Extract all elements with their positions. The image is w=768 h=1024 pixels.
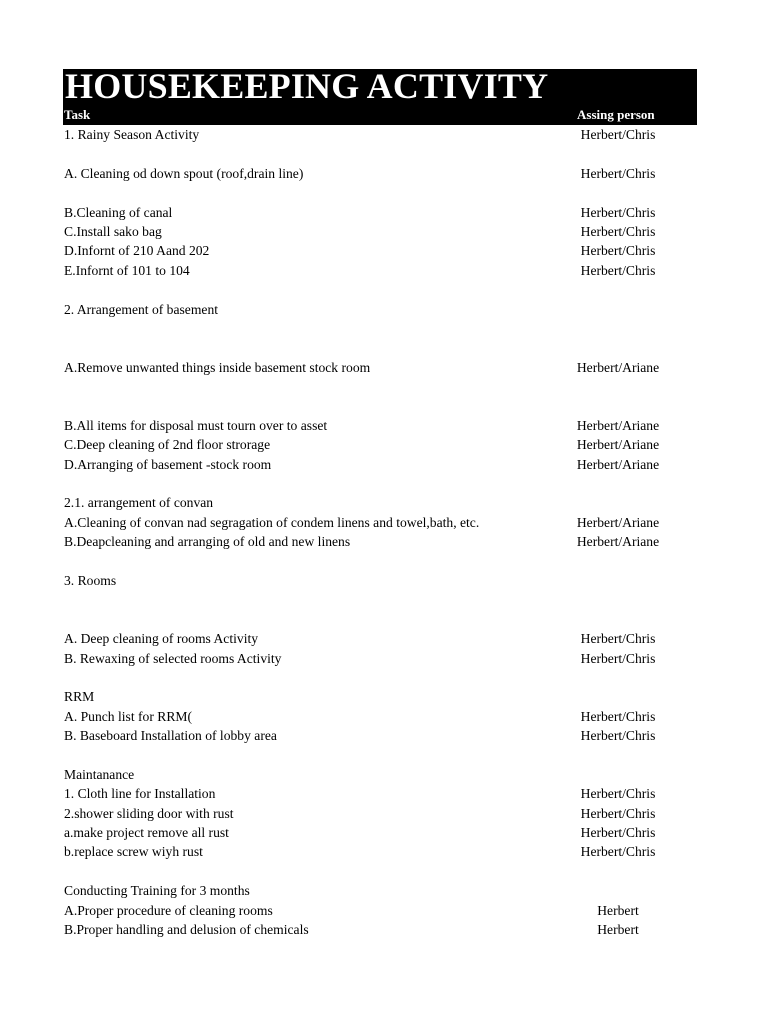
assigned-person-cell: Herbert/Ariane bbox=[576, 417, 660, 433]
table-row bbox=[63, 261, 697, 280]
assigned-person-cell: Herbert bbox=[597, 902, 639, 918]
assigned-person-cell: Herbert/Ariane bbox=[576, 437, 660, 453]
assigned-person-cell: Herbert/Chris bbox=[580, 650, 656, 666]
table-row bbox=[63, 125, 697, 144]
assigned-person-cell: Herbert/Chris bbox=[580, 728, 656, 744]
assigned-person-cell: Herbert/Chris bbox=[580, 805, 656, 821]
table-row bbox=[63, 784, 697, 803]
assigned-person-cell: Herbert/Chris bbox=[580, 223, 656, 239]
table-row bbox=[63, 726, 697, 745]
activity-sheet bbox=[63, 66, 697, 939]
table-row bbox=[63, 493, 697, 512]
assigned-person-cell: Herbert/Chris bbox=[580, 786, 656, 802]
table-row bbox=[63, 920, 697, 939]
table-row bbox=[63, 842, 697, 861]
task-cell: RRM bbox=[64, 689, 95, 705]
page-title: HOUSEKEEPING ACTIVITY bbox=[65, 66, 549, 106]
task-cell: A. Deep cleaning of rooms Activity bbox=[64, 631, 259, 647]
table-row bbox=[63, 203, 697, 222]
table-row bbox=[63, 319, 697, 338]
task-cell: C.Deep cleaning of 2nd floor strorage bbox=[64, 437, 271, 453]
table-row bbox=[63, 804, 697, 823]
table-row bbox=[63, 590, 697, 609]
table-row bbox=[63, 901, 697, 920]
task-cell: A.Cleaning of convan nad segragation of condem linens and towel,bath, etc. bbox=[64, 514, 480, 530]
assigned-person-cell: Herbert/Ariane bbox=[576, 514, 660, 530]
task-cell: B.Deapcleaning and arranging of old and new linens bbox=[64, 534, 351, 550]
table-row bbox=[63, 338, 697, 357]
table-row bbox=[63, 571, 697, 590]
table-row bbox=[63, 474, 697, 493]
task-list bbox=[63, 125, 697, 939]
assigned-person-cell: Herbert/Chris bbox=[580, 825, 656, 841]
task-cell: Maintanance bbox=[64, 766, 135, 782]
sheet-header bbox=[63, 66, 697, 125]
assigned-person-cell: Herbert/Chris bbox=[580, 165, 656, 181]
task-cell: B. Baseboard Installation of lobby area bbox=[64, 728, 277, 744]
task-cell: A.Remove unwanted things inside basement stock room bbox=[64, 359, 371, 375]
assigned-person-cell: Herbert/Chris bbox=[580, 204, 656, 220]
table-row bbox=[63, 862, 697, 881]
table-row bbox=[63, 183, 697, 202]
task-cell: 2.shower sliding door with rust bbox=[64, 805, 234, 821]
table-row bbox=[63, 513, 697, 532]
task-cell: B.Cleaning of canal bbox=[64, 204, 173, 220]
table-row bbox=[63, 280, 697, 299]
assigned-person-cell: Herbert/Ariane bbox=[576, 359, 660, 375]
task-cell: B.Proper handling and delusion of chemicals bbox=[64, 922, 309, 938]
assigned-person-cell: Herbert/Chris bbox=[580, 631, 656, 647]
assigned-person-cell: Herbert/Ariane bbox=[576, 456, 660, 472]
table-row bbox=[63, 532, 697, 551]
table-row bbox=[63, 300, 697, 319]
table-row bbox=[63, 455, 697, 474]
table-row bbox=[63, 629, 697, 648]
table-row bbox=[63, 144, 697, 163]
assigned-person-cell: Herbert bbox=[597, 922, 639, 938]
assigned-person-cell: Herbert/Chris bbox=[580, 844, 656, 860]
task-cell: C.Install sako bag bbox=[64, 223, 162, 239]
task-cell: 2. Arrangement of basement bbox=[64, 301, 219, 317]
table-row bbox=[63, 241, 697, 260]
table-row bbox=[63, 416, 697, 435]
table-row bbox=[63, 707, 697, 726]
task-cell: B.All items for disposal must tourn over to asset bbox=[64, 417, 328, 433]
table-row bbox=[63, 396, 697, 415]
table-row bbox=[63, 435, 697, 454]
task-cell: b.replace screw wiyh rust bbox=[64, 844, 203, 860]
column-header-assigned-person: Assing person bbox=[577, 107, 655, 122]
table-row bbox=[63, 610, 697, 629]
table-row bbox=[63, 687, 697, 706]
assigned-person-cell: Herbert/Ariane bbox=[576, 534, 660, 550]
assigned-person-cell: Herbert/Chris bbox=[580, 708, 656, 724]
table-row bbox=[63, 222, 697, 241]
task-cell: B. Rewaxing of selected rooms Activity bbox=[64, 650, 282, 666]
task-cell: A. Cleaning od down spout (roof,drain line) bbox=[64, 165, 304, 181]
column-header-task: Task bbox=[64, 107, 91, 122]
assigned-person-cell: Herbert/Chris bbox=[580, 127, 656, 142]
task-cell: A. Punch list for RRM( bbox=[64, 708, 193, 724]
table-row bbox=[63, 746, 697, 765]
table-row bbox=[63, 377, 697, 396]
table-row bbox=[63, 668, 697, 687]
table-row bbox=[63, 881, 697, 900]
table-row bbox=[63, 358, 697, 377]
task-cell: 3. Rooms bbox=[64, 572, 117, 588]
table-row bbox=[63, 823, 697, 842]
table-row bbox=[63, 649, 697, 668]
table-row bbox=[63, 552, 697, 571]
assigned-person-cell: Herbert/Chris bbox=[580, 262, 656, 278]
task-cell: Conducting Training for 3 months bbox=[64, 883, 250, 899]
table-row bbox=[63, 765, 697, 784]
assigned-person-cell: Herbert/Chris bbox=[580, 243, 656, 259]
task-cell: 1. Cloth line for Installation bbox=[64, 786, 216, 802]
task-cell: D.Infornt of 210 Aand 202 bbox=[64, 243, 210, 259]
task-cell: E.Infornt of 101 to 104 bbox=[64, 262, 190, 278]
task-cell: 2.1. arrangement of convan bbox=[64, 495, 214, 511]
task-cell: A.Proper procedure of cleaning rooms bbox=[64, 902, 273, 918]
task-cell: a.make project remove all rust bbox=[64, 825, 229, 841]
task-cell: 1. Rainy Season Activity bbox=[64, 127, 200, 142]
table-row bbox=[63, 164, 697, 183]
task-cell: D.Arranging of basement -stock room bbox=[64, 456, 272, 472]
